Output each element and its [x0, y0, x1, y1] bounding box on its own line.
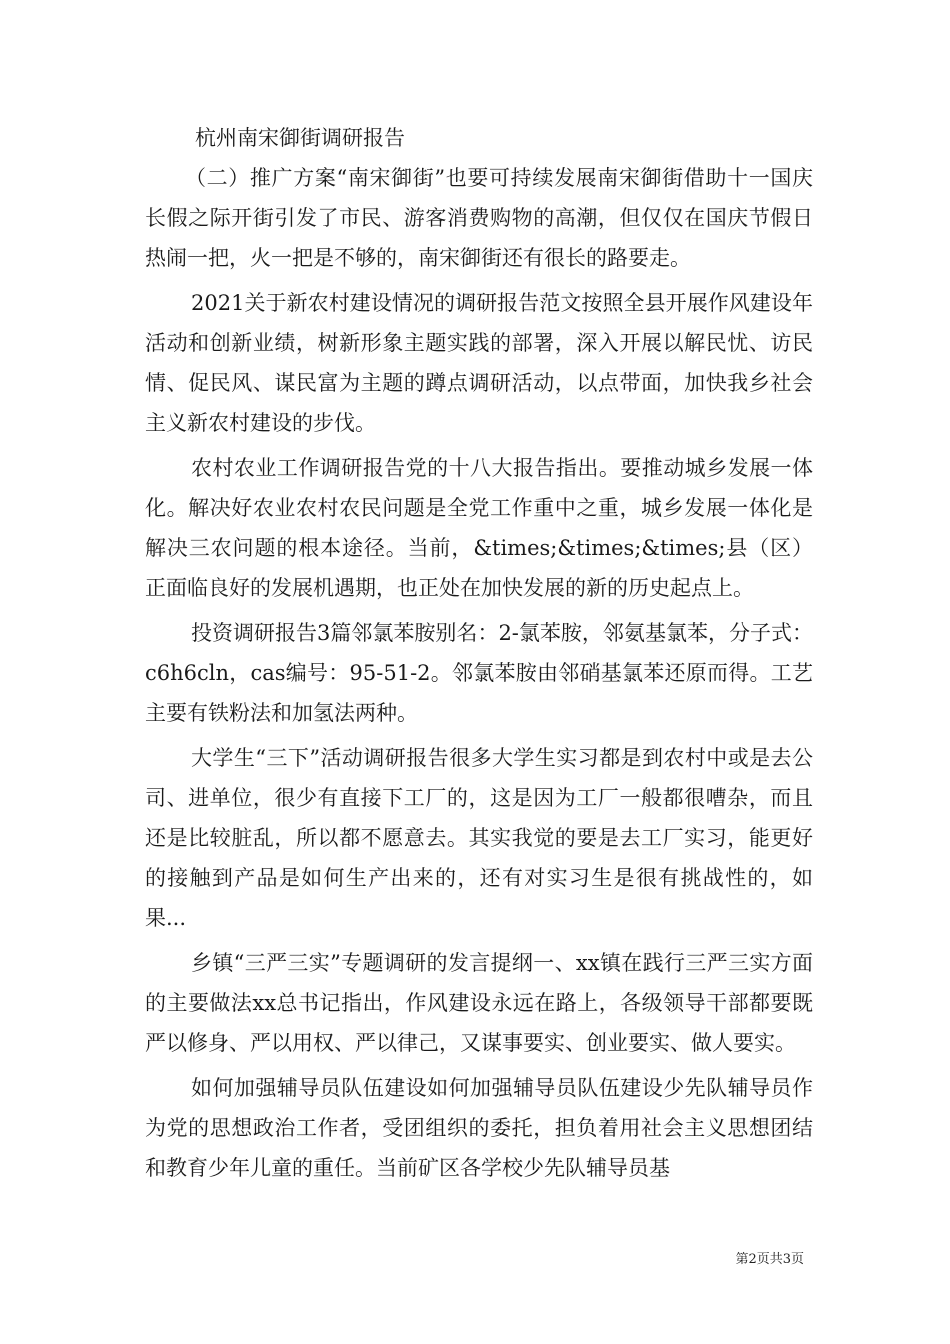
document-body: [145, 118, 813, 1193]
document-title: 杭州南宋御街调研报告: [195, 126, 405, 150]
paragraph-4: 投资调研报告3篇邻氯苯胺别名：2-氯苯胺，邻氨基氯苯，分子式：c6h6cln，cas编号：95-51-2。邻氯苯胺由邻硝基氯苯还原而得。工艺主要有铁粉法和加氢法两种。: [145, 621, 813, 725]
paragraph-5: 大学生“三下”活动调研报告很多大学生实习都是到农村中或是去公司、进单位，很少有直接下工厂的，这是因为工厂一般都很嘈杂，而且还是比较脏乱，所以都不愿意去。其实我觉的要是去工厂实习，能更好的接触到产品是如何生产出来的，还有对实习生是很有挑战性的，如果...: [145, 746, 813, 930]
paragraph-1: （二）推广方案“南宋御街”也要可持续发展南宋御街借助十一国庆长假之际开街引发了市民、游客消费购物的高潮，但仅仅在国庆节假日热闹一把，火一把是不够的，南宋御街还有很长的路要走。: [145, 166, 813, 270]
paragraph-3: 农村农业工作调研报告党的十八大报告指出。要推动城乡发展一体化。解决好农业农村农民问题是全党工作重中之重，城乡发展一体化是解决三农问题的根本途径。当前，&times;&times;&times;县（区）正面临良好的发展机遇期，也正处在加快发展的新的历史起点上。: [145, 456, 813, 600]
paragraph-6: 乡镇“三严三实”专题调研的发言提纲一、xx镇在践行三严三实方面的主要做法xx总书记指出，作风建设永远在路上，各级领导干部都要既严以修身、严以用权、严以律己，又谋事要实、创业要实、做人要实。: [145, 951, 813, 1055]
page-number: 第2页共3页: [735, 1252, 804, 1267]
paragraph-7: 如何加强辅导员队伍建设如何加强辅导员队伍建设少先队辅导员作为党的思想政治工作者，受团组织的委托，担负着用社会主义思想团结和教育少年儿童的重任。当前矿区各学校少先队辅导员基: [145, 1076, 813, 1180]
paragraph-2: 2021关于新农村建设情况的调研报告范文按照全县开展作风建设年活动和创新业绩，树新形象主题实践的部署，深入开展以解民忧、访民情、促民风、谋民富为主题的蹲点调研活动，以点带面，加快我乡社会主义新农村建设的步伐。: [145, 291, 813, 435]
